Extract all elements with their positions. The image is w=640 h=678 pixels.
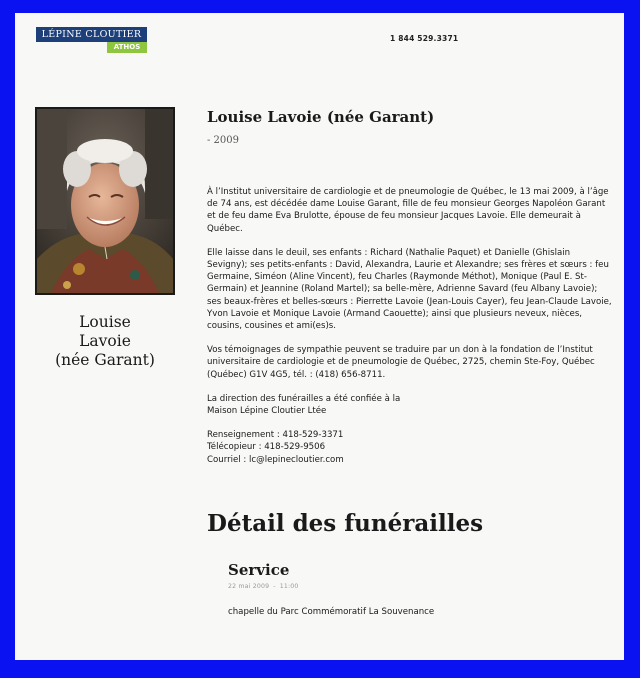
obituary-paragraph-funeral-home: [207, 393, 612, 417]
deceased-dates: - 2009: [207, 135, 240, 146]
obituary-paragraph-death: [207, 186, 612, 235]
funeral-details-heading: Détail des funérailles: [207, 510, 484, 537]
logo-athos-text: ATHOS: [107, 42, 147, 53]
service-title: Service: [228, 561, 290, 579]
page: [15, 13, 624, 660]
sidebar-first-name: Louise: [79, 313, 131, 331]
sidebar-last-name: Lavoie: [79, 332, 131, 350]
obituary-content: [207, 107, 612, 466]
service-time: 11:00: [279, 583, 299, 590]
contact-info-fax: Télécopieur : 418-529-9506: [207, 442, 326, 453]
obituary-paragraph-survivors: [207, 247, 612, 332]
obituary-paragraph-donations: [207, 344, 612, 381]
contact-info-email[interactable]: Courriel : lc@lepinecloutier.com: [207, 454, 344, 465]
service-datetime: [228, 583, 299, 590]
service-place: chapelle du Parc Commémoratif La Souvenance: [228, 607, 435, 617]
deceased-title: Louise Lavoie (née Garant): [207, 108, 435, 126]
obituary-text: Elle laisse dans le deuil, ses enfants : Richard (Nathalie Paquet) et Danielle (Ghislain Sevigny); ses petits-enfants : David, Alexandra, Laurie et Alexandre; ses frères et sœurs : feu Germaine, Siméon (Aline Vincent), feu Charles (Raymonde Méthot), Monique (Paul E. St-Germain) et Jeannine (Roland Martel); sa belle-mère, Adrienne Savard (feu Albany Lavoie); ses beaux-frères et belles-sœurs : Pierrette Lavoie (Jean-Louis Cayer), feu Jean-Claude Lavoie, Yvon Lavoie et Monique Lavoie (Armand Caouette); ainsi que plusieurs neveux, nièces, cousins, cousines et ami(es)s.: [207, 247, 612, 332]
sidebar-deceased-name: [35, 313, 175, 370]
service-date: 22 mai 2009: [228, 583, 270, 590]
obituary-text: À l’Institut universitaire de cardiologie et de pneumologie de Québec, le 13 mai 2009, à l’âge de 74 ans, est décédée dame Louise Garant, fille de feu monsieur Georges Napoléon Garant et de feu dame Eva Brulotte, épouse de feu monsieur Jacques Lavoie. Elle demeurait à Québec.: [207, 187, 609, 234]
contact-info-phone: Renseignement : 418-529-3371: [207, 430, 344, 441]
obituary-paragraph-contact: [207, 429, 612, 466]
phone-link[interactable]: 1 844 529.3371: [390, 34, 459, 43]
logo-main-text: LÉPINE CLOUTIER: [36, 27, 147, 42]
obituary-text: Vos témoignages de sympathie peuvent se traduire par un don à la fondation de l’Institut universitaire de cardiologie et de pneumologie de Québec, 2725, chemin Ste-Foy, Québec (Québec) G1V 4G5, tél. : (418) 656-8711.: [207, 345, 595, 380]
deceased-photo: [35, 107, 175, 295]
sidebar-maiden-name: (née Garant): [55, 351, 155, 369]
service-date-separator: -: [273, 583, 276, 590]
obituary-text: Maison Lépine Cloutier Ltée: [207, 406, 327, 417]
obituary-text: La direction des funérailles a été confiée à la: [207, 393, 401, 404]
lepine-cloutier-logo[interactable]: [36, 27, 147, 53]
